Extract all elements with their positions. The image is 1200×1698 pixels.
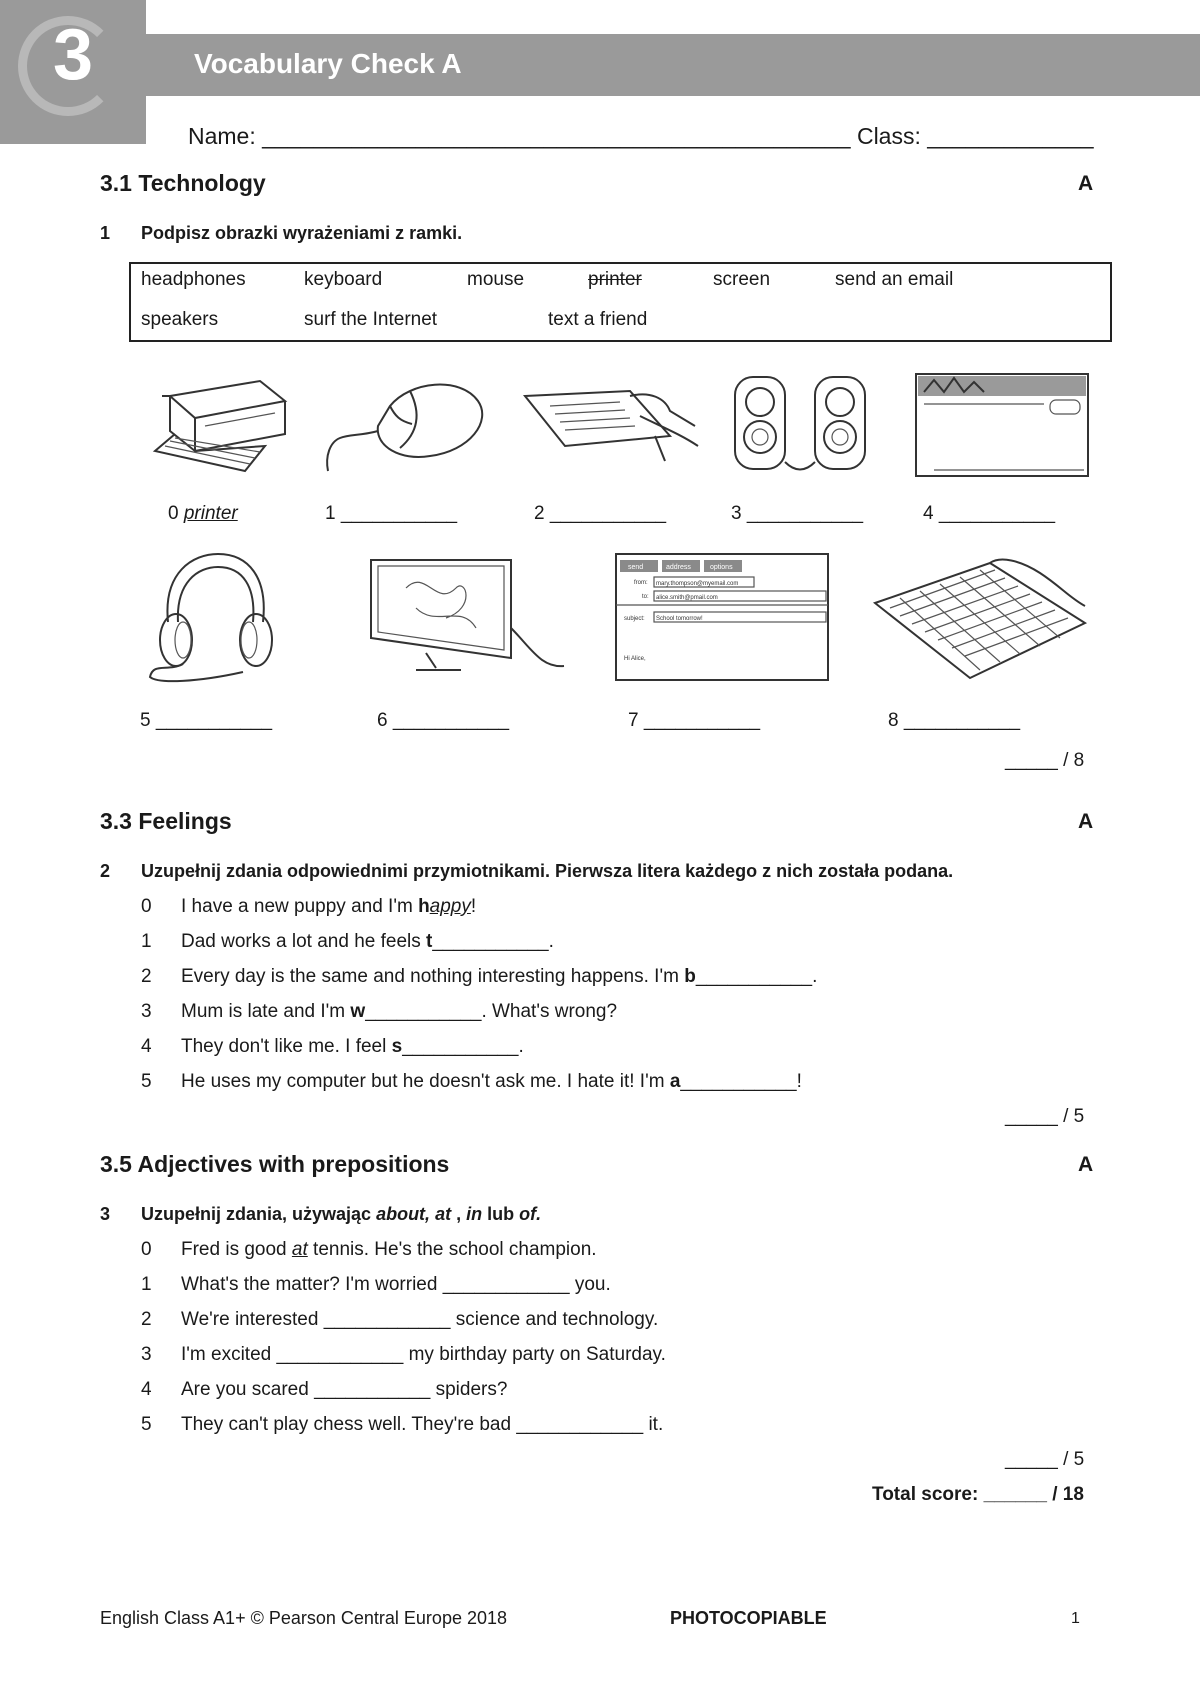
headphones-picture <box>148 552 278 684</box>
keyboard-picture <box>870 558 1090 682</box>
email-to-value: alice.smith@pmail.com <box>656 595 718 601</box>
monitor-picture <box>366 558 566 676</box>
speakers-picture <box>730 372 880 476</box>
sentence-item: Are you scared ___________ spiders? <box>181 1379 508 1400</box>
sentence-item: He uses my computer but he doesn't ask me. I hate it! I'm a___________! <box>181 1071 802 1092</box>
picture-label-7: 7 ___________ <box>628 710 761 731</box>
unit-number: 3 <box>52 15 94 95</box>
word-item: headphones <box>141 269 246 290</box>
picture-label-6: 6 ___________ <box>377 710 510 731</box>
item-number: 4 <box>141 1036 152 1057</box>
sentence-item: Dad works a lot and he feels t___________. <box>181 931 554 952</box>
item-number: 2 <box>141 966 152 987</box>
word-item: surf the Internet <box>304 309 438 330</box>
section-title-feelings: 3.3 Feelings <box>100 808 232 834</box>
page-title: Vocabulary Check A <box>194 48 462 79</box>
word-item: speakers <box>141 309 219 330</box>
section3-score[interactable]: _____ / 5 <box>1005 1449 1085 1470</box>
sentence-item: I have a new puppy and I'm happy! <box>181 896 477 917</box>
picture-label-0: 0 printer <box>168 503 238 524</box>
email-tab: send <box>628 564 644 571</box>
picture-label-4: 4 ___________ <box>923 503 1056 524</box>
answer-blank[interactable]: ___________ <box>340 503 458 524</box>
answer-blank[interactable]: ___________ <box>938 503 1056 524</box>
exercise-instruction: Uzupełnij zdania odpowiednimi przymiotnikami. Pierwsza litera każdego z nich została podana. <box>141 861 954 881</box>
sentence-item: Every day is the same and nothing interesting happens. I'm b___________. <box>181 966 818 987</box>
section-title-adjectives: 3.5 Adjectives with prepositions <box>100 1151 450 1177</box>
answer-blank[interactable]: ___________ <box>643 710 761 731</box>
texting-picture <box>520 386 700 476</box>
unit-badge <box>0 0 146 144</box>
section-title-technology: 3.1 Technology <box>100 170 266 196</box>
section1-score[interactable]: _____ / 8 <box>1005 750 1085 771</box>
item-number: 1 <box>141 1274 152 1295</box>
answer-blank[interactable]: ____________ <box>323 1309 451 1330</box>
sentence-item: Fred is good at tennis. He's the school champion. <box>181 1239 597 1260</box>
screen-picture <box>914 372 1090 478</box>
item-number: 5 <box>141 1414 152 1435</box>
picture-label-8: 8 ___________ <box>888 710 1021 731</box>
total-score-value[interactable]: ______ / 18 <box>983 1484 1084 1505</box>
email-to-label: to: <box>642 594 649 600</box>
item-number: 1 <box>141 931 152 952</box>
example-answer: printer <box>183 503 238 524</box>
name-label: Name: <box>188 123 256 149</box>
word-item: keyboard <box>304 269 383 290</box>
printer-picture <box>150 356 290 476</box>
answer-blank[interactable]: ____________ <box>276 1344 404 1365</box>
item-number: 0 <box>141 896 152 917</box>
footer-photocopiable: PHOTOCOPIABLE <box>670 1608 827 1628</box>
picture-label-1: 1 ___________ <box>325 503 458 524</box>
sentence-item: They can't play chess well. They're bad ____________ it. <box>181 1414 664 1435</box>
answer-blank[interactable]: ___________ <box>432 931 549 952</box>
item-number: 3 <box>141 1344 152 1365</box>
answer-blank[interactable]: ___________ <box>402 1036 519 1057</box>
answer-blank[interactable]: ___________ <box>392 710 510 731</box>
sentence-item: They don't like me. I feel s___________. <box>181 1036 524 1057</box>
sentence-item: I'm excited ____________ my birthday party on Saturday. <box>181 1344 666 1365</box>
answer-blank[interactable]: ___________ <box>746 503 864 524</box>
email-from-value: mary.thompson@myemail.com <box>656 581 739 587</box>
picture-label-3: 3 ___________ <box>731 503 864 524</box>
title-bar <box>146 34 1200 96</box>
section2-score[interactable]: _____ / 5 <box>1005 1106 1085 1127</box>
example-answer: appy <box>429 896 471 917</box>
class-label: Class: <box>856 123 921 149</box>
sentence-item: We're interested ____________ science and technology. <box>181 1309 659 1330</box>
word-box <box>129 262 1112 342</box>
answer-blank[interactable]: ___________ <box>549 503 667 524</box>
class-blank[interactable]: _____________ <box>927 123 1094 149</box>
name-blank[interactable]: ______________________________________________ <box>262 123 851 149</box>
example-answer: at <box>291 1239 308 1260</box>
email-subject-label: subject: <box>624 616 645 622</box>
total-score <box>872 1484 1084 1506</box>
answer-blank[interactable]: ___________ <box>314 1379 431 1400</box>
answer-blank[interactable]: ____________ <box>516 1414 644 1435</box>
exercise-number: 3 <box>100 1204 111 1224</box>
picture-label-5: 5 ___________ <box>140 710 273 731</box>
item-number: 3 <box>141 1001 152 1022</box>
email-from-label: from: <box>634 580 648 586</box>
answer-blank[interactable]: ___________ <box>365 1001 482 1022</box>
word-item-crossed: printer <box>588 269 642 290</box>
sentence-item: Mum is late and I'm w___________. What's wrong? <box>181 1001 618 1022</box>
answer-blank[interactable]: ___________ <box>903 710 1021 731</box>
exercise-instruction: Uzupełnij zdania, używając about, at , in lub of. <box>141 1204 542 1224</box>
email-subject-value: School tomorrow! <box>656 616 703 622</box>
picture-label-2: 2 ___________ <box>534 503 667 524</box>
email-body: Hi Alice, <box>624 656 646 662</box>
footer-copyright: English Class A1+ © Pearson Central Europe 2018 <box>100 1608 508 1628</box>
item-number: 0 <box>141 1239 152 1260</box>
page-number: 1 <box>1071 1610 1080 1627</box>
word-item: mouse <box>467 269 525 290</box>
answer-blank[interactable]: ____________ <box>442 1274 570 1295</box>
name-class-line <box>188 123 1094 150</box>
exercise-instruction: Podpisz obrazki wyrażeniami z ramki. <box>141 223 463 243</box>
exercise-number: 1 <box>100 223 111 243</box>
section-letter: A <box>1078 1153 1094 1176</box>
item-number: 2 <box>141 1309 152 1330</box>
exercise-number: 2 <box>100 861 111 881</box>
item-number: 5 <box>141 1071 152 1092</box>
answer-blank[interactable]: ___________ <box>155 710 273 731</box>
total-score-label: Total score: <box>872 1484 979 1505</box>
answer-blank[interactable]: ___________ <box>695 966 813 987</box>
email-tab: options <box>710 564 733 571</box>
word-item: screen <box>713 269 771 290</box>
email-tab: address <box>666 564 691 571</box>
item-number: 4 <box>141 1379 152 1400</box>
word-item: text a friend <box>548 309 648 330</box>
sentence-item: What's the matter? I'm worried ____________ you. <box>181 1274 611 1295</box>
section-letter: A <box>1078 810 1094 833</box>
answer-blank[interactable]: ___________ <box>680 1071 797 1092</box>
mouse-picture <box>320 376 490 476</box>
word-item: send an email <box>835 269 954 290</box>
section-letter: A <box>1078 172 1094 195</box>
email-picture <box>614 552 830 682</box>
